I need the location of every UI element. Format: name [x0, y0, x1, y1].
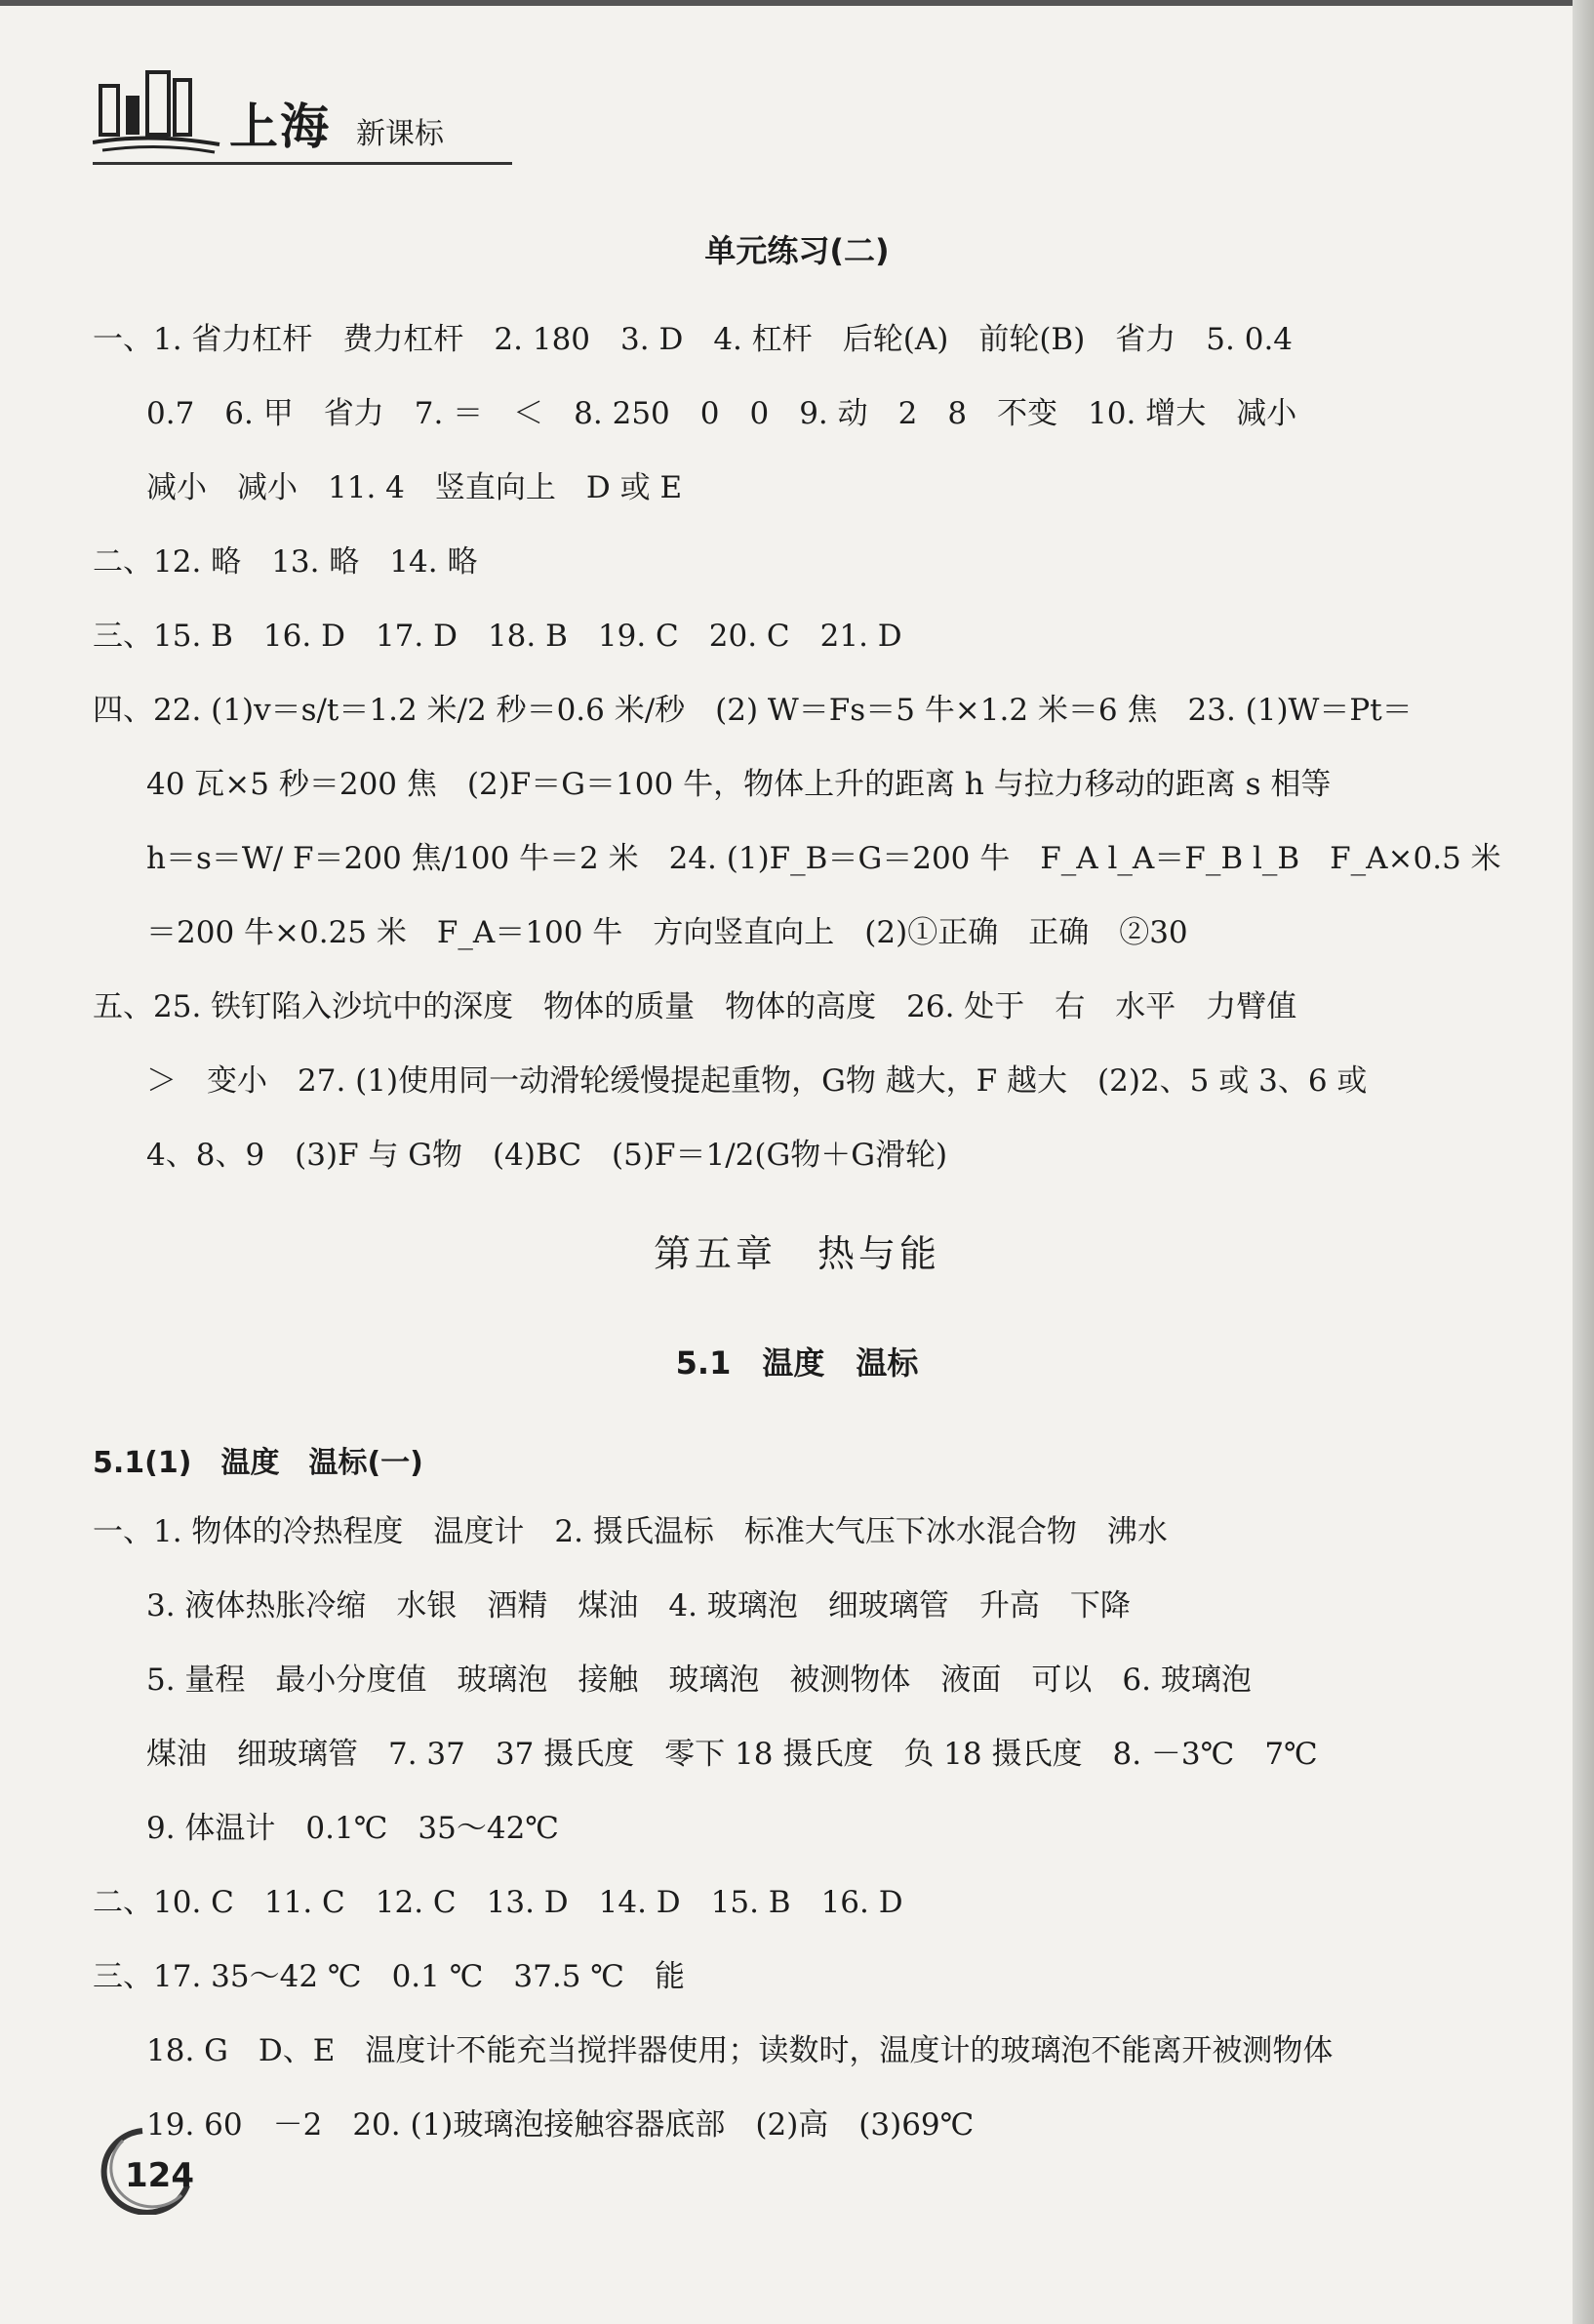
answer-line: 减小 减小 11. 4 竖直向上 D 或 E	[146, 470, 683, 505]
building-logo-icon	[93, 66, 224, 154]
page-number: 124	[125, 2156, 194, 2195]
answer-line: 二、12. 略 13. 略 14. 略	[93, 544, 478, 580]
answer-line: 9. 体温计 0.1℃ 35～42℃	[146, 1811, 559, 1846]
chapter-title: 第五章 热与能	[653, 1232, 940, 1275]
page-edge-shadow	[1573, 0, 1594, 2324]
section-title: 5.1 温度 温标	[675, 1344, 919, 1382]
answer-line: 5. 量程 最小分度值 玻璃泡 接触 玻璃泡 被测物体 液面 可以 6. 玻璃泡	[146, 1663, 1252, 1698]
answer-line: 一、1. 省力杠杆 费力杠杆 2. 180 3. D 4. 杠杆 后轮(A) 前轮(B) 省力 5. 0.4	[93, 322, 1294, 357]
answer-line: 19. 60 －2 20. (1)玻璃泡接触容器底部 (2)高 (3)69℃	[146, 2107, 975, 2143]
answer-line: 40 瓦×5 秒＝200 焦 (2)F＝G＝100 牛，物体上升的距离 h 与拉力移动的距离 s 相等	[146, 767, 1332, 802]
top-border	[0, 0, 1594, 6]
header-rule	[93, 162, 512, 165]
answer-line: ＞ 变小 27. (1)使用同一动滑轮缓慢提起重物，G物 越大，F 越大 (2)2、5 或 3、6 或	[146, 1063, 1368, 1099]
answer-line: 0.7 6. 甲 省力 7. ＝ ＜ 8. 250 0 0 9. 动 2 8 不变 10. 增大 减小	[146, 396, 1297, 431]
answer-line: 三、17. 35～42 ℃ 0.1 ℃ 37.5 ℃ 能	[93, 1959, 685, 1994]
answer-line: 3. 液体热胀冷缩 水银 酒精 煤油 4. 玻璃泡 细玻璃管 升高 下降	[146, 1588, 1131, 1623]
answer-line: ＝200 牛×0.25 米 F_A＝100 牛 方向竖直向上 (2)①正确 正确 ②30	[146, 915, 1188, 950]
answer-line: 4、8、9 (3)F 与 G物 (4)BC (5)F＝1/2(G物＋G滑轮)	[146, 1138, 948, 1173]
answer-line: 四、22. (1)v＝s/t＝1.2 米/2 秒＝0.6 米/秒 (2) W＝Fs＝5 牛×1.2 米＝6 焦 23. (1)W＝Pt＝	[93, 693, 1413, 728]
series-title: 上海	[229, 99, 331, 155]
answer-line: 五、25. 铁钉陷入沙坑中的深度 物体的质量 物体的高度 26. 处于 右 水平 力臂值	[93, 989, 1297, 1024]
series-subtitle: 新课标	[356, 117, 444, 151]
answer-line: 18. G D、E 温度计不能充当搅拌器使用；读数时，温度计的玻璃泡不能离开被测物体	[146, 2033, 1334, 2068]
answer-line: 二、10. C 11. C 12. C 13. D 14. D 15. B 16. D	[93, 1885, 903, 1920]
answer-line: 一、1. 物体的冷热程度 温度计 2. 摄氏温标 标准大气压下冰水混合物 沸水	[93, 1514, 1168, 1549]
subsection-title: 5.1(1) 温度 温标(一)	[93, 1446, 423, 1480]
answer-line: 煤油 细玻璃管 7. 37 37 摄氏度 零下 18 摄氏度 负 18 摄氏度 8. －3℃ 7℃	[146, 1737, 1318, 1772]
unit-title: 单元练习(二)	[704, 232, 890, 269]
answer-line: h＝s＝W/ F＝200 焦/100 牛＝2 米 24. (1)F_B＝G＝200 牛 F_A l_A＝F_B l_B F_A×0.5 米	[146, 841, 1501, 876]
answer-line: 三、15. B 16. D 17. D 18. B 19. C 20. C 21. D	[93, 619, 902, 654]
page-header	[93, 60, 512, 168]
